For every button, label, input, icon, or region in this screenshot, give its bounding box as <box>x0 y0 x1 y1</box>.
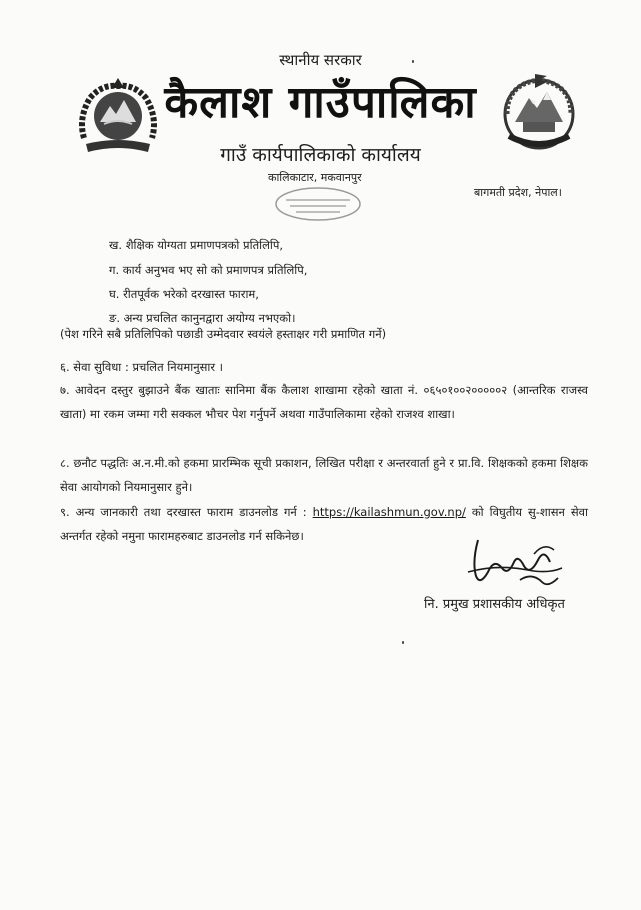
office-name: गाउँ कार्यपालिकाको कार्यालय <box>220 144 421 166</box>
speck <box>402 641 404 644</box>
document-item: ग. कार्य अनुभव भए सो को प्रमाणपत्र प्रतिलिपि, <box>109 263 308 277</box>
section-9-text: ९. अन्य जानकारी तथा दरखास्त फाराम डाउनलोड गर्न : <box>60 505 313 519</box>
document-item: ख. शैक्षिक योग्यता प्रमाणपत्रको प्रतिलिपि, <box>109 238 284 252</box>
signer-title: नि. प्रमुख प्रशासकीय अधिकृत <box>424 597 565 612</box>
office-stamp-icon <box>268 182 368 222</box>
section-6-facilities: ६. सेवा सुविधा : प्रचलित नियमानुसार । <box>60 360 224 374</box>
government-label: स्थानीय सरकार <box>279 51 362 69</box>
province-label: बागमती प्रदेश, नेपाल। <box>474 186 562 199</box>
office-address: कालिकाटार, मकवानपुर <box>268 171 362 184</box>
attestation-note: (पेश गरिने सबै प्रतिलिपिको पछाडी उम्मेदवार स्वयंले हस्ताक्षर गरी प्रमाणित गर्ने) <box>60 327 387 341</box>
speck <box>412 60 414 63</box>
handwritten-signature-icon <box>458 532 568 594</box>
document-item: घ. रीतपूर्वक भरेको दरखास्त फाराम, <box>109 287 259 301</box>
website-link[interactable]: https://kailashmun.gov.np/ <box>312 505 466 519</box>
section-8-selection-method: ८. छनौट पद्धतिः अ.न.मी.को हकमा प्रारम्भिक सूची प्रकाशन, लिखित परीक्षा र अन्तरवार्ता हुने र प्रा.वि. शिक्षकको हकमा शिक्षक सेवा आयोगको नियमानुसार हुने। <box>60 456 588 494</box>
section-9-text-end: को विघुतीय सु-शासन सेवा अन्तर्गत रहेको नमुना फारामहरुबाट डाउनलोड गर्न सकिनेछ। <box>60 505 588 543</box>
municipality-name: कैलाश गाउँपालिका <box>164 77 477 128</box>
document-item: ङ. अन्य प्रचलित कानुनद्वारा अयोग्य नभएको। <box>109 311 296 325</box>
section-7-application-fee: ७. आवेदन दस्तुर बुझाउने बैंक खाताः सानिमा बैंक कैलाश शाखामा रहेको खाता नं. ०६५०१००२०००००२ (आन्तरिक राजस्व खाता) मा रकम जम्मा गरी सक्कल भौचर पेश गर्नुपर्ने अथवा गाउँपालिकामा रहेको राजश्व शाखा। <box>60 383 588 421</box>
